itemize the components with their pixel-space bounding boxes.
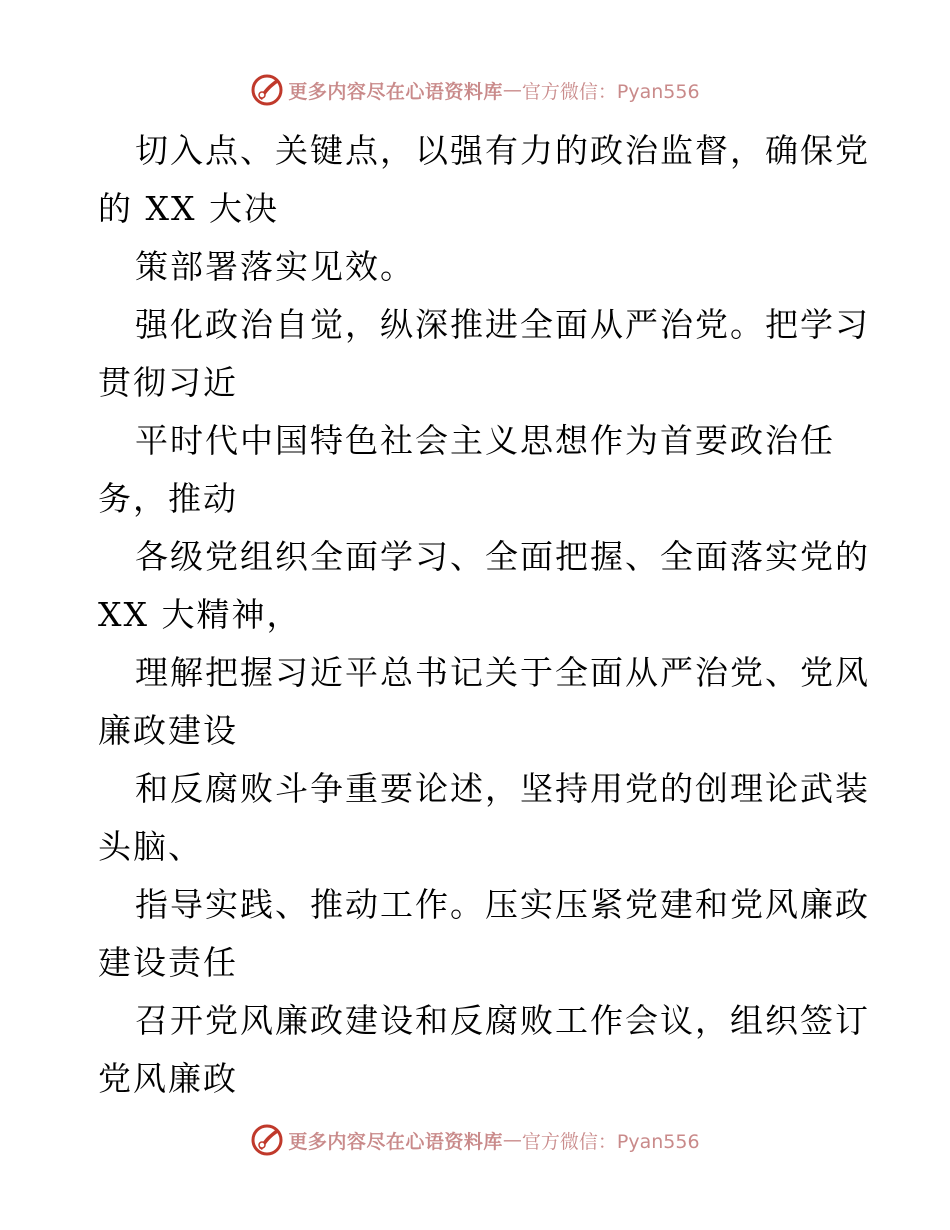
watermark-text: 更多内容尽在心语资料库: [288, 80, 503, 103]
watermark-dash: —: [502, 1129, 522, 1151]
footer-watermark: [0, 1120, 950, 1160]
text-line: 强化政治自觉，纵深推进全面从严治党。把学习: [135, 305, 870, 344]
text-line: 理解把握习近平总书记关于全面从严治党、党风: [135, 653, 870, 692]
text-line: 的 XX 大决: [98, 189, 279, 228]
brush-logo-icon: [250, 1123, 284, 1157]
watermark-wechat: 官方微信：Pyan556: [521, 80, 700, 103]
brush-logo-icon: [250, 73, 284, 107]
text-line: 头脑、: [98, 827, 203, 866]
text-line: 和反腐败斗争重要论述，坚持用党的创理论武装: [135, 769, 870, 808]
text-line: 平时代中国特色社会主义思想作为首要政治任: [135, 421, 835, 460]
text-line: XX 大精神，: [98, 595, 302, 634]
text-line: 策部署落实见效。: [135, 247, 415, 286]
watermark-wechat: 官方微信：Pyan556: [521, 1130, 700, 1153]
text-line: 召开党风廉政建设和反腐败工作会议，组织签订: [135, 1001, 870, 1040]
text-line: 切入点、关键点，以强有力的政治监督，确保党: [135, 131, 870, 170]
text-line: 贯彻习近: [98, 363, 238, 402]
text-line: 各级党组织全面学习、全面把握、全面落实党的: [135, 537, 870, 576]
text-line: 党风廉政: [98, 1059, 238, 1098]
text-line: 建设责任: [98, 943, 238, 982]
watermark-text: 更多内容尽在心语资料库: [288, 1130, 503, 1153]
watermark-dash: —: [502, 79, 522, 101]
text-line: 廉政建设: [98, 711, 238, 750]
text-line: 指导实践、推动工作。压实压紧党建和党风廉政: [135, 885, 870, 924]
header-watermark: [0, 70, 950, 110]
text-line: 务，推动: [98, 479, 238, 518]
